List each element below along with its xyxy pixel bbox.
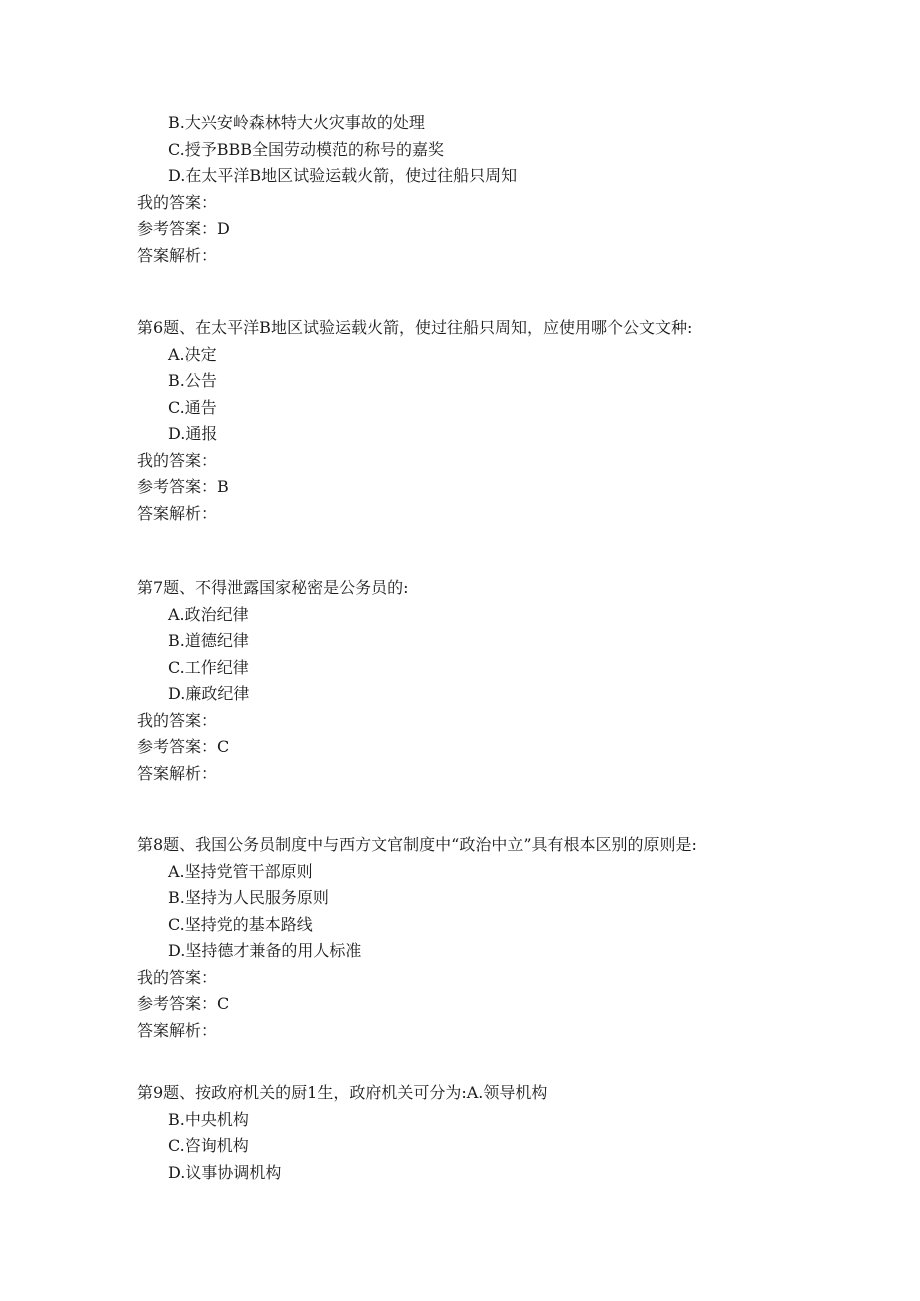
- reference-answer-label: 参考答案：: [137, 477, 218, 496]
- answer-option: D.在太平洋B地区试验运载火箭，使过往船只周知: [168, 166, 518, 185]
- question-block: [137, 110, 837, 269]
- reference-answer: [137, 474, 837, 501]
- answer-option: B.中央机构: [168, 1109, 249, 1129]
- answer-option: C.通告: [168, 397, 217, 417]
- answer-option: D.坚持德才兼备的用人标准: [168, 941, 362, 960]
- answer-analysis-label: 答案解析：: [137, 763, 218, 783]
- answer-option: A.坚持党管干部原则: [168, 861, 313, 881]
- answer-option: B.道德纪律: [168, 631, 249, 650]
- answer-option: C.坚持党的基本路线: [168, 914, 313, 934]
- question-block: [137, 832, 837, 1044]
- question-block: [137, 1080, 837, 1186]
- my-answer-label: 我的答案：: [137, 967, 218, 987]
- reference-answer-value: B: [217, 477, 229, 496]
- my-answer-label: 我的答案：: [137, 710, 218, 730]
- reference-answer: [137, 734, 837, 761]
- answer-option: A.决定: [168, 344, 217, 364]
- question-title: 第6题、在太平洋B地区试验运载火箭，使过往船只周知，应使用哪个公文文种:: [137, 318, 693, 337]
- answer-option: B.公告: [168, 371, 217, 390]
- question-title: 第7题、不得泄露国家秘密是公务员的:: [137, 578, 409, 597]
- answer-option: D.通报: [168, 424, 218, 443]
- answer-option: A.政治纪律: [168, 604, 249, 624]
- reference-answer-value: C: [217, 994, 230, 1013]
- reference-answer-label: 参考答案：: [137, 737, 218, 756]
- answer-option: C.工作纪律: [168, 657, 249, 677]
- answer-option: D.廉政纪律: [168, 684, 250, 703]
- answer-option: C.咨询机构: [168, 1136, 249, 1155]
- my-answer-label: 我的答案：: [137, 450, 218, 470]
- answer-analysis-label: 答案解析：: [137, 503, 218, 523]
- answer-analysis-label: 答案解析：: [137, 245, 218, 265]
- answer-option: B.坚持为人民服务原则: [168, 888, 329, 907]
- reference-answer: [137, 991, 837, 1018]
- question-title: 第8题、我国公务员制度中与西方文官制度中“政治中立”具有根本区别的原则是:: [137, 835, 697, 854]
- reference-answer: [137, 216, 837, 243]
- reference-answer-value: C: [217, 737, 230, 756]
- my-answer-label: 我的答案：: [137, 192, 218, 212]
- answer-analysis-label: 答案解析：: [137, 1020, 218, 1040]
- answer-option: D.议事协调机构: [168, 1162, 282, 1182]
- question-block: [137, 575, 837, 787]
- reference-answer-value: D: [217, 219, 230, 238]
- answer-option: C.授予BBB全国劳动模范的称号的嘉奖: [168, 139, 445, 159]
- answer-option: B.大兴安岭森林特大火灾事故的处理: [168, 113, 425, 132]
- question-block: [137, 315, 837, 527]
- question-title: 第9题、按政府机关的厨1生，政府机关可分为:A.领导机构: [137, 1083, 548, 1102]
- reference-answer-label: 参考答案：: [137, 994, 218, 1013]
- reference-answer-label: 参考答案：: [137, 219, 218, 238]
